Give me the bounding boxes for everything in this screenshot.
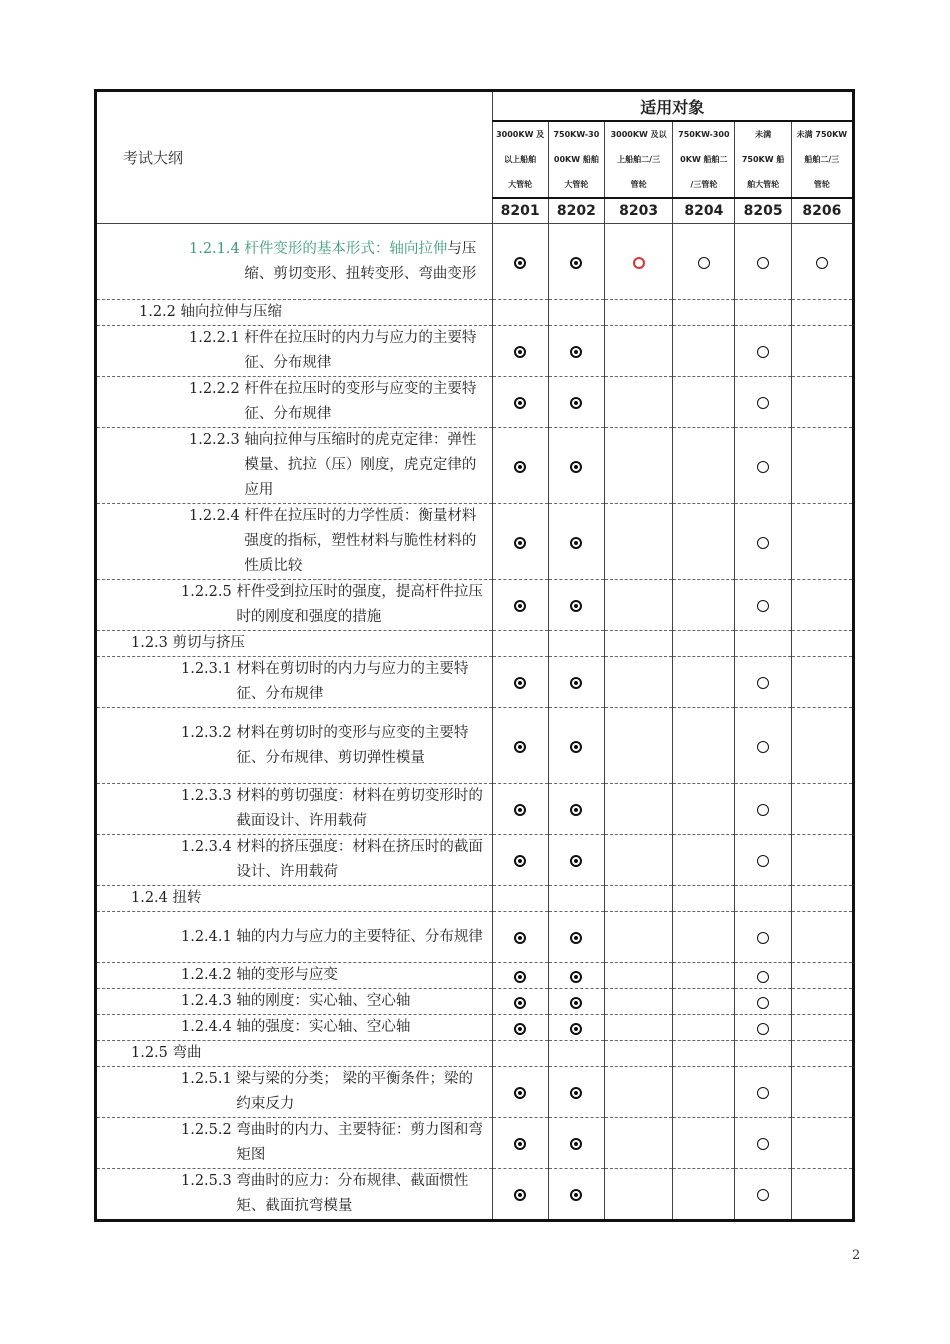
item-text: 杆件在拉压时的力学性质：衡量材料强度的指标，塑性材料与脆性材料的性质比较 bbox=[244, 508, 477, 574]
double-circle-mark-icon bbox=[514, 804, 526, 816]
double-circle-mark-icon bbox=[514, 461, 526, 473]
applicability-cell bbox=[548, 580, 604, 631]
applicability-cell bbox=[673, 1041, 735, 1067]
applicability-cell bbox=[791, 631, 853, 657]
column-header-line: 以上船舶 bbox=[504, 155, 537, 164]
applicability-cell bbox=[791, 963, 853, 989]
applicability-cell bbox=[548, 1041, 604, 1067]
applicability-cell bbox=[735, 784, 791, 835]
item-text: 梁与梁的分类； 梁的平衡条件；梁的约束反力 bbox=[236, 1071, 473, 1112]
table-row bbox=[96, 377, 854, 428]
applicability-cell bbox=[791, 1118, 853, 1169]
syllabus-header-title: 考试大纲 bbox=[96, 91, 493, 224]
applicability-cell bbox=[548, 657, 604, 708]
applicability-cell bbox=[735, 989, 791, 1015]
applicability-cell bbox=[673, 1067, 735, 1118]
double-circle-mark-icon bbox=[514, 1087, 526, 1099]
double-circle-mark-icon bbox=[570, 997, 582, 1009]
item-number: 1.2.4.2 bbox=[181, 967, 237, 983]
column-header-line: 大管轮 bbox=[508, 180, 533, 189]
applicability-cell bbox=[492, 631, 548, 657]
item-text: 杆件在拉压时的内力与应力的主要特征、分布规律 bbox=[244, 330, 477, 371]
applicability-cell bbox=[604, 784, 672, 835]
double-circle-mark-icon bbox=[514, 1023, 526, 1035]
applicability-cell bbox=[548, 963, 604, 989]
applicability-cell bbox=[791, 784, 853, 835]
column-header-line: 上船舶二/三 bbox=[617, 155, 661, 164]
applicability-cell bbox=[735, 708, 791, 784]
circle-mark-icon bbox=[757, 397, 769, 409]
item-text: 轴向拉伸与压缩时的虎克定律：弹性模量、抗拉（压）刚度，虎克定律的应用 bbox=[244, 432, 477, 498]
applicability-cell bbox=[735, 1067, 791, 1118]
applicability-cell bbox=[791, 504, 853, 580]
applicability-cell bbox=[548, 428, 604, 504]
column-header-8203 bbox=[604, 121, 672, 198]
column-header-line: 3000KW 及 bbox=[496, 130, 545, 139]
double-circle-mark-icon bbox=[570, 1138, 582, 1150]
red-circle-mark-icon bbox=[633, 257, 645, 269]
item-number: 1.2.2.3 bbox=[189, 432, 245, 448]
item-text: 杆件受到拉压时的强度，提高杆件拉压时的刚度和强度的措施 bbox=[236, 584, 483, 625]
applicability-cell bbox=[492, 224, 548, 300]
column-header-line: 0KW 船舶二 bbox=[680, 155, 728, 164]
applicability-cell bbox=[673, 631, 735, 657]
applicability-cell bbox=[604, 504, 672, 580]
applicability-cell bbox=[735, 504, 791, 580]
column-code-8201: 8201 bbox=[492, 198, 548, 224]
applicability-cell bbox=[604, 1118, 672, 1169]
column-header-line: 管轮 bbox=[630, 180, 647, 189]
applicability-cell bbox=[735, 1169, 791, 1221]
applicability-cell bbox=[791, 1041, 853, 1067]
column-code-8205: 8205 bbox=[735, 198, 791, 224]
item-text: 轴的强度：实心轴、空心轴 bbox=[236, 1019, 411, 1035]
applicability-cell bbox=[673, 784, 735, 835]
applicability-cell bbox=[548, 1015, 604, 1041]
column-header-line: 750KW-30 bbox=[553, 130, 600, 139]
applicability-cell bbox=[548, 1169, 604, 1221]
item-number: 1.2.3.4 bbox=[181, 839, 237, 855]
column-code-8204: 8204 bbox=[673, 198, 735, 224]
table-row bbox=[96, 708, 854, 784]
applicability-cell bbox=[735, 428, 791, 504]
circle-mark-icon bbox=[757, 346, 769, 358]
applicability-cell bbox=[604, 963, 672, 989]
applicability-cell bbox=[492, 377, 548, 428]
circle-mark-icon bbox=[757, 932, 769, 944]
double-circle-mark-icon bbox=[514, 397, 526, 409]
double-circle-mark-icon bbox=[570, 461, 582, 473]
applicability-cell bbox=[604, 224, 672, 300]
column-header-8202 bbox=[548, 121, 604, 198]
syllabus-item bbox=[96, 835, 493, 886]
section-row bbox=[96, 1041, 854, 1067]
applicability-cell bbox=[673, 989, 735, 1015]
syllabus-item bbox=[96, 1067, 493, 1118]
applicability-cell bbox=[604, 326, 672, 377]
double-circle-mark-icon bbox=[514, 855, 526, 867]
table-row bbox=[96, 835, 854, 886]
applicability-cell bbox=[604, 631, 672, 657]
double-circle-mark-icon bbox=[570, 537, 582, 549]
double-circle-mark-icon bbox=[514, 1138, 526, 1150]
double-circle-mark-icon bbox=[514, 971, 526, 983]
table-row bbox=[96, 912, 854, 963]
applicability-cell bbox=[791, 326, 853, 377]
item-text: 材料的挤压强度：材料在挤压时的截面设计、许用载荷 bbox=[236, 839, 483, 880]
applicability-cell bbox=[492, 300, 548, 326]
table-row bbox=[96, 784, 854, 835]
column-header-8205 bbox=[735, 121, 791, 198]
double-circle-mark-icon bbox=[570, 1189, 582, 1201]
applicability-cell bbox=[548, 784, 604, 835]
item-text-rest: 与压缩、剪切变形、扭转变形、弯曲变形 bbox=[244, 240, 477, 282]
applicability-cell bbox=[791, 1067, 853, 1118]
double-circle-mark-icon bbox=[514, 741, 526, 753]
column-header-line: 750KW 船 bbox=[741, 155, 785, 164]
double-circle-mark-icon bbox=[514, 677, 526, 689]
table-row bbox=[96, 1169, 854, 1221]
column-header-line: 管轮 bbox=[813, 180, 830, 189]
applicability-cell bbox=[735, 1118, 791, 1169]
double-circle-mark-icon bbox=[570, 971, 582, 983]
applicability-cell bbox=[548, 377, 604, 428]
circle-mark-icon bbox=[757, 677, 769, 689]
applicability-cell bbox=[492, 912, 548, 963]
applicability-cell bbox=[673, 1169, 735, 1221]
double-circle-mark-icon bbox=[570, 1087, 582, 1099]
circle-mark-icon bbox=[757, 461, 769, 473]
double-circle-mark-icon bbox=[570, 677, 582, 689]
item-number: 1.2.4.1 bbox=[181, 928, 237, 945]
table-row bbox=[96, 224, 854, 300]
circle-mark-icon bbox=[757, 855, 769, 867]
applicability-cell bbox=[492, 1067, 548, 1118]
applicability-cell bbox=[791, 1169, 853, 1221]
double-circle-mark-icon bbox=[514, 1189, 526, 1201]
table-row bbox=[96, 1067, 854, 1118]
applicability-cell bbox=[548, 300, 604, 326]
section-row bbox=[96, 300, 854, 326]
circle-mark-icon bbox=[757, 1138, 769, 1150]
circle-mark-icon bbox=[757, 600, 769, 612]
applicability-cell bbox=[673, 326, 735, 377]
applicability-cell bbox=[604, 708, 672, 784]
syllabus-item bbox=[96, 1169, 493, 1221]
applicability-cell bbox=[735, 580, 791, 631]
applicability-cell bbox=[673, 428, 735, 504]
double-circle-mark-icon bbox=[570, 741, 582, 753]
item-number: 1.2.5.1 bbox=[181, 1071, 237, 1087]
item-number: 1.2.2.1 bbox=[189, 330, 245, 346]
applicability-cell bbox=[791, 912, 853, 963]
table-row bbox=[96, 428, 854, 504]
column-header-line: 00KW 船舶 bbox=[553, 155, 599, 164]
double-circle-mark-icon bbox=[514, 257, 526, 269]
applicability-cell bbox=[492, 580, 548, 631]
syllabus-item bbox=[96, 657, 493, 708]
applicability-cell bbox=[548, 835, 604, 886]
applicability-cell bbox=[673, 708, 735, 784]
column-header-line: 3000KW 及以 bbox=[610, 130, 667, 139]
section-row bbox=[96, 631, 854, 657]
item-number: 1.2.4.3 bbox=[181, 993, 237, 1009]
double-circle-mark-icon bbox=[570, 804, 582, 816]
applicability-cell bbox=[604, 912, 672, 963]
double-circle-mark-icon bbox=[514, 537, 526, 549]
table-row bbox=[96, 989, 854, 1015]
applicability-cell bbox=[791, 377, 853, 428]
applicability-cell bbox=[735, 1015, 791, 1041]
section-row bbox=[96, 886, 854, 912]
syllabus-item bbox=[96, 963, 493, 989]
applicability-cell bbox=[673, 886, 735, 912]
column-header-8204 bbox=[673, 121, 735, 198]
applicability-cell bbox=[735, 300, 791, 326]
syllabus-item bbox=[96, 989, 493, 1015]
circle-mark-icon bbox=[757, 1189, 769, 1201]
column-header-line: 未满 750KW bbox=[796, 130, 848, 139]
column-header-8206 bbox=[791, 121, 853, 198]
applicability-cell bbox=[548, 886, 604, 912]
applicability-cell bbox=[791, 835, 853, 886]
applicability-cell bbox=[735, 963, 791, 989]
section-heading: 1.2.2 轴向拉伸与压缩 bbox=[96, 300, 493, 326]
double-circle-mark-icon bbox=[570, 600, 582, 612]
applicability-cell bbox=[604, 886, 672, 912]
table-row bbox=[96, 1118, 854, 1169]
table-row bbox=[96, 504, 854, 580]
double-circle-mark-icon bbox=[570, 932, 582, 944]
applicability-cell bbox=[735, 377, 791, 428]
applicability-cell bbox=[492, 1041, 548, 1067]
section-heading: 1.2.3 剪切与挤压 bbox=[96, 631, 493, 657]
applicability-cell bbox=[492, 504, 548, 580]
applicability-cell bbox=[604, 1067, 672, 1118]
applicability-cell bbox=[673, 300, 735, 326]
applicability-cell bbox=[492, 835, 548, 886]
table-row bbox=[96, 580, 854, 631]
applicability-cell bbox=[735, 912, 791, 963]
applicability-cell bbox=[791, 428, 853, 504]
applicability-cell bbox=[492, 886, 548, 912]
applicability-cell bbox=[492, 428, 548, 504]
applicability-cell bbox=[548, 1118, 604, 1169]
item-number: 1.2.3.1 bbox=[181, 661, 237, 677]
syllabus-item bbox=[96, 580, 493, 631]
applicability-cell bbox=[673, 377, 735, 428]
item-number: 1.2.4.4 bbox=[181, 1019, 237, 1035]
applicability-cell bbox=[548, 631, 604, 657]
double-circle-mark-icon bbox=[570, 257, 582, 269]
syllabus-table bbox=[94, 89, 855, 1222]
column-code-8202: 8202 bbox=[548, 198, 604, 224]
page-number: 2 bbox=[852, 1248, 861, 1263]
syllabus-item bbox=[96, 1015, 493, 1041]
syllabus-item bbox=[96, 708, 493, 784]
applicable-target-header: 适用对象 bbox=[492, 91, 853, 122]
applicability-cell bbox=[492, 1015, 548, 1041]
applicability-cell bbox=[492, 784, 548, 835]
double-circle-mark-icon bbox=[570, 855, 582, 867]
applicability-cell bbox=[548, 708, 604, 784]
item-text: 杆件在拉压时的变形与应变的主要特征、分布规律 bbox=[244, 381, 477, 422]
applicability-cell bbox=[791, 224, 853, 300]
applicability-cell bbox=[673, 912, 735, 963]
double-circle-mark-icon bbox=[570, 346, 582, 358]
applicability-cell bbox=[673, 504, 735, 580]
circle-mark-icon bbox=[816, 257, 828, 269]
section-heading: 1.2.4 扭转 bbox=[96, 886, 493, 912]
applicability-cell bbox=[673, 580, 735, 631]
table-row bbox=[96, 326, 854, 377]
item-text bbox=[244, 237, 491, 287]
circle-mark-icon bbox=[757, 537, 769, 549]
item-text: 弯曲时的内力、主要特征：剪力图和弯矩图 bbox=[236, 1122, 483, 1163]
applicability-cell bbox=[548, 504, 604, 580]
circle-mark-icon bbox=[757, 1023, 769, 1035]
applicability-cell bbox=[673, 657, 735, 708]
column-code-8203: 8203 bbox=[604, 198, 672, 224]
section-heading: 1.2.5 弯曲 bbox=[96, 1041, 493, 1067]
applicability-cell bbox=[735, 886, 791, 912]
item-text: 轴的变形与应变 bbox=[236, 967, 338, 983]
column-header-line: /三管轮 bbox=[690, 180, 718, 189]
item-number: 1.2.5.2 bbox=[181, 1122, 237, 1138]
applicability-cell bbox=[604, 657, 672, 708]
circle-mark-icon bbox=[757, 804, 769, 816]
applicability-cell bbox=[791, 886, 853, 912]
item-text: 弯曲时的应力：分布规律、截面惯性矩、截面抗弯模量 bbox=[236, 1173, 469, 1214]
double-circle-mark-icon bbox=[514, 600, 526, 612]
double-circle-mark-icon bbox=[514, 997, 526, 1009]
applicability-cell bbox=[791, 989, 853, 1015]
applicability-cell bbox=[604, 835, 672, 886]
table-row bbox=[96, 657, 854, 708]
applicability-cell bbox=[791, 580, 853, 631]
applicability-cell bbox=[604, 1169, 672, 1221]
applicability-cell bbox=[604, 428, 672, 504]
circle-mark-icon bbox=[757, 997, 769, 1009]
syllabus-item bbox=[96, 784, 493, 835]
table-row bbox=[96, 963, 854, 989]
table-row bbox=[96, 1015, 854, 1041]
applicability-cell bbox=[548, 1067, 604, 1118]
syllabus-item bbox=[96, 504, 493, 580]
column-header-line: 舶大管轮 bbox=[747, 180, 780, 189]
applicability-cell bbox=[791, 1015, 853, 1041]
item-text: 材料在剪切时的内力与应力的主要特征、分布规律 bbox=[236, 661, 469, 702]
item-number: 1.2.3.3 bbox=[181, 788, 237, 804]
applicability-cell bbox=[604, 1015, 672, 1041]
syllabus-item bbox=[96, 912, 493, 963]
applicability-cell bbox=[735, 326, 791, 377]
double-circle-mark-icon bbox=[570, 397, 582, 409]
circle-mark-icon bbox=[757, 1087, 769, 1099]
double-circle-mark-icon bbox=[570, 1023, 582, 1035]
item-text: 材料的剪切强度：材料在剪切变形时的截面设计、许用载荷 bbox=[236, 788, 483, 829]
applicability-cell bbox=[492, 1118, 548, 1169]
highlighted-text: 杆件变形的基本形式：轴向拉伸 bbox=[244, 240, 448, 257]
double-circle-mark-icon bbox=[514, 932, 526, 944]
item-text: 轴的内力与应力的主要特征、分布规律 bbox=[236, 928, 483, 945]
applicability-cell bbox=[548, 989, 604, 1015]
column-header-8201 bbox=[492, 121, 548, 198]
item-number: 1.2.1.4 bbox=[189, 240, 245, 257]
applicability-cell bbox=[604, 377, 672, 428]
applicability-cell bbox=[604, 1041, 672, 1067]
item-number: 1.2.3.2 bbox=[181, 724, 237, 741]
circle-mark-icon bbox=[757, 257, 769, 269]
syllabus-item bbox=[96, 224, 493, 300]
applicability-cell bbox=[604, 580, 672, 631]
applicability-cell bbox=[492, 989, 548, 1015]
applicability-cell bbox=[735, 1041, 791, 1067]
circle-mark-icon bbox=[757, 971, 769, 983]
double-circle-mark-icon bbox=[514, 346, 526, 358]
applicability-cell bbox=[548, 224, 604, 300]
item-number: 1.2.5.3 bbox=[181, 1173, 237, 1189]
applicability-cell bbox=[735, 657, 791, 708]
column-code-8206: 8206 bbox=[791, 198, 853, 224]
syllabus-item bbox=[96, 428, 493, 504]
item-number: 1.2.2.2 bbox=[189, 381, 245, 397]
item-text: 材料在剪切时的变形与应变的主要特征、分布规律、剪切弹性模量 bbox=[236, 724, 469, 766]
item-text: 轴的刚度：实心轴、空心轴 bbox=[236, 993, 411, 1009]
column-header-line: 船舶二/三 bbox=[804, 155, 840, 164]
applicability-cell bbox=[604, 989, 672, 1015]
applicability-cell bbox=[735, 224, 791, 300]
applicability-cell bbox=[548, 326, 604, 377]
applicability-cell bbox=[791, 708, 853, 784]
applicability-cell bbox=[791, 300, 853, 326]
applicability-cell bbox=[604, 300, 672, 326]
column-header-line: 未满 bbox=[755, 130, 772, 139]
syllabus-item bbox=[96, 1118, 493, 1169]
applicability-cell bbox=[492, 708, 548, 784]
applicability-cell bbox=[673, 224, 735, 300]
column-header-line: 大管轮 bbox=[564, 180, 589, 189]
applicability-cell bbox=[492, 1169, 548, 1221]
applicability-cell bbox=[673, 1118, 735, 1169]
column-header-line: 750KW-300 bbox=[678, 130, 730, 139]
applicability-cell bbox=[735, 631, 791, 657]
applicability-cell bbox=[735, 835, 791, 886]
applicability-cell bbox=[492, 657, 548, 708]
applicability-cell bbox=[492, 326, 548, 377]
applicability-cell bbox=[791, 657, 853, 708]
circle-mark-icon bbox=[698, 257, 710, 269]
circle-mark-icon bbox=[757, 741, 769, 753]
item-number: 1.2.2.4 bbox=[189, 508, 245, 524]
applicability-cell bbox=[673, 963, 735, 989]
item-number: 1.2.2.5 bbox=[181, 584, 237, 600]
applicability-cell bbox=[548, 912, 604, 963]
applicability-cell bbox=[673, 835, 735, 886]
applicability-cell bbox=[492, 963, 548, 989]
syllabus-item bbox=[96, 326, 493, 377]
applicability-cell bbox=[673, 1015, 735, 1041]
syllabus-item bbox=[96, 377, 493, 428]
